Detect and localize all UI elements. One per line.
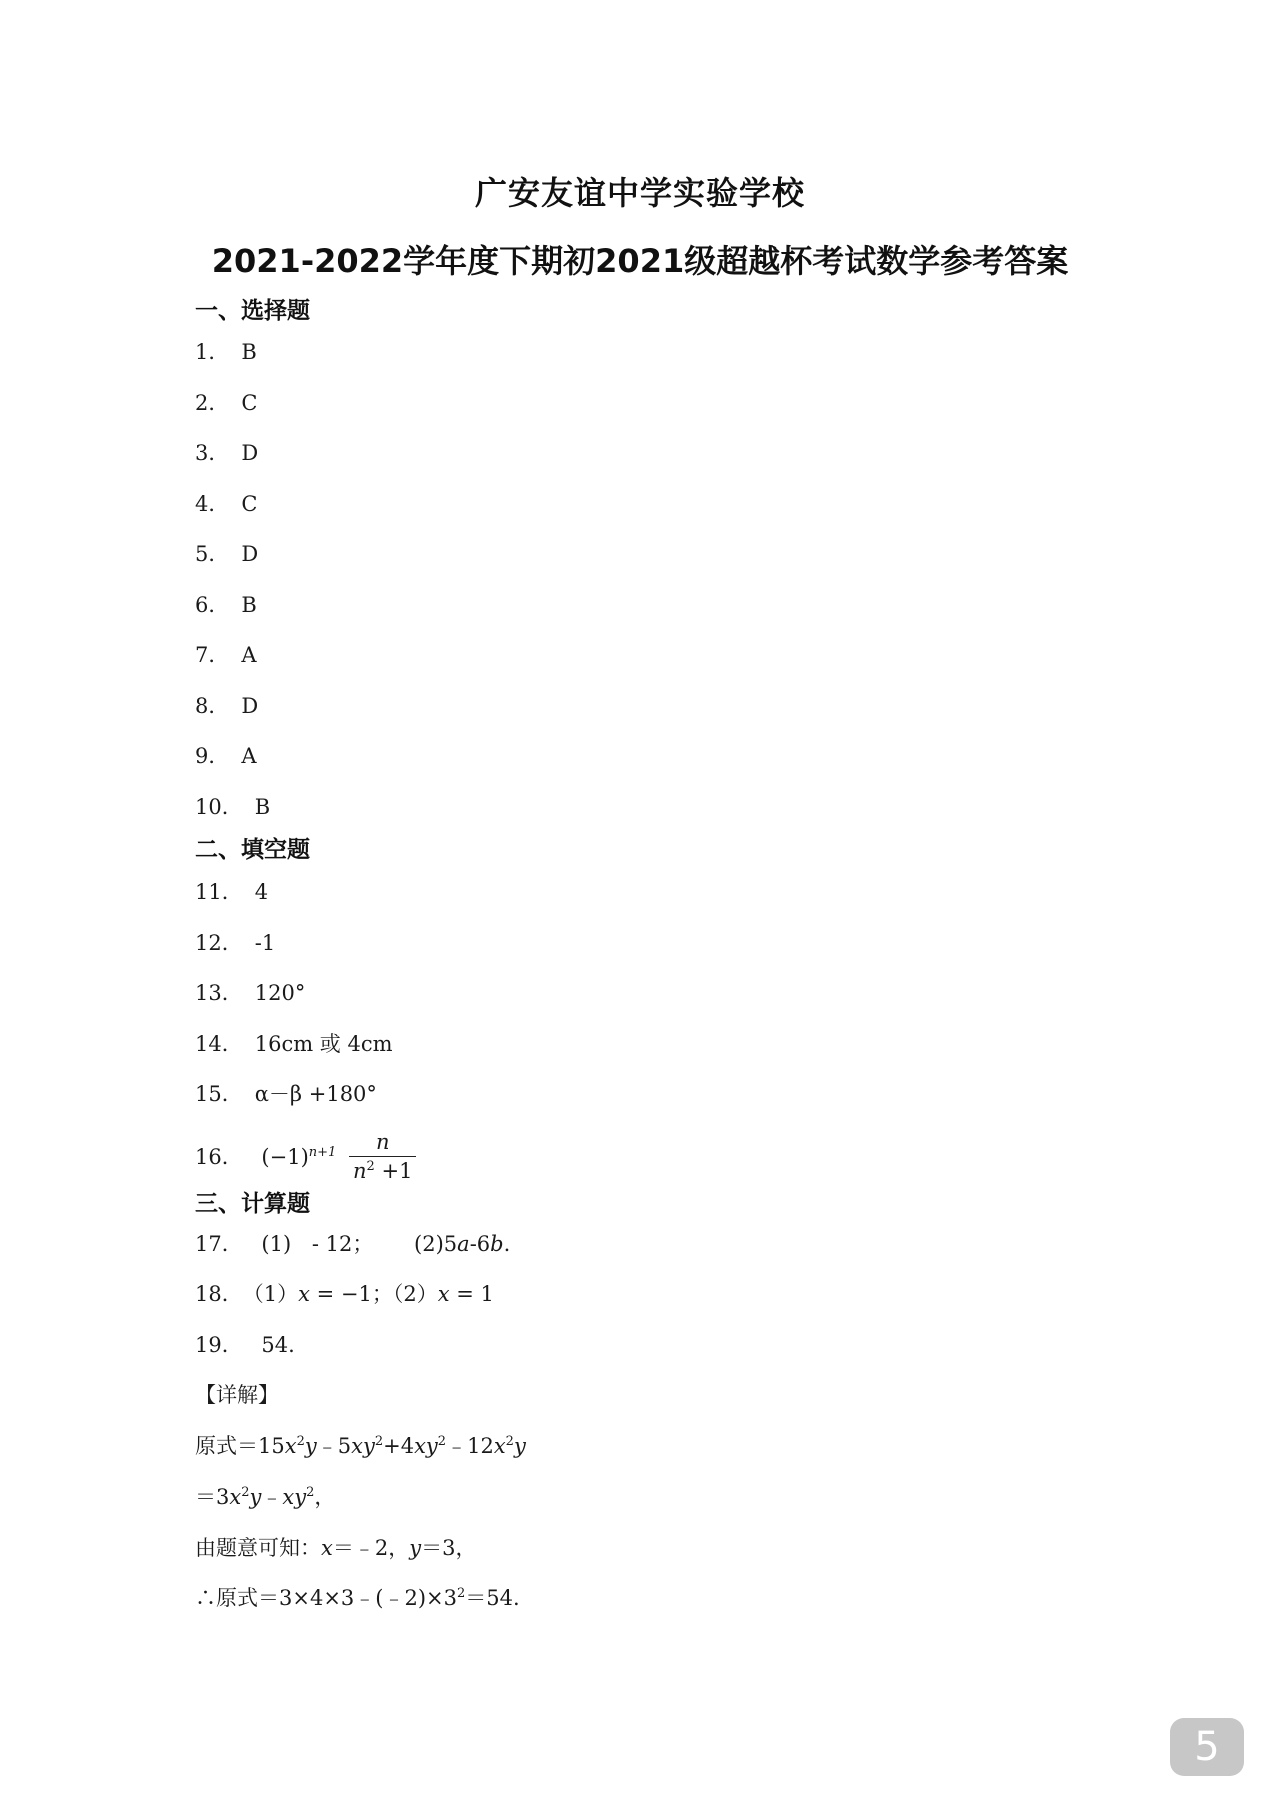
answer-line — [195, 1078, 377, 1108]
question-number: 6． — [195, 592, 230, 617]
answer-value: D — [241, 441, 259, 465]
answer-line — [195, 977, 305, 1007]
answer-line — [195, 927, 275, 957]
fraction-numerator: n — [349, 1130, 416, 1157]
fraction-denominator: $n^2 +1$ — [353, 1159, 413, 1183]
answer-18: 18．（1）x = −1；（2）x = 1 — [195, 1278, 494, 1308]
answer-line — [195, 387, 257, 417]
section-fill-heading: 二、填空题 — [195, 837, 310, 863]
answer-value: 16cm 或 4cm — [254, 1031, 393, 1056]
answer-line — [195, 538, 258, 568]
question-number: 15． — [195, 1082, 243, 1106]
answer-value: D — [241, 542, 259, 566]
question-number: 1． — [195, 340, 230, 364]
question-number: 13． — [195, 981, 243, 1005]
question-number: 10． — [195, 794, 243, 819]
question-number: 5． — [195, 542, 230, 566]
answer-19 — [195, 1329, 295, 1359]
answer-base: (−1) — [261, 1145, 309, 1169]
answer-value: B — [241, 340, 257, 364]
answer-value: A — [241, 744, 257, 768]
part-label: （2） — [392, 1282, 438, 1306]
detail-final: ∴原式$=3\times 4\times 3﹣(﹣2)\times 3^2=54$. — [195, 1586, 520, 1610]
answer-line — [195, 1028, 393, 1058]
section-choice-heading: 一、选择题 — [195, 298, 310, 324]
question-number: 7． — [195, 643, 230, 667]
answer-line — [195, 437, 258, 467]
question-number: 12． — [195, 930, 243, 955]
answer-value: -1 — [254, 930, 276, 955]
school-name: 广安友谊中学实验学校 — [474, 174, 805, 212]
answer-value: B — [241, 592, 257, 617]
answer-line — [195, 740, 257, 770]
answer-line — [195, 589, 257, 619]
detail-step-1: 原式$=15x^2y﹣5xy^2+4xy^2﹣12x^2y$ — [195, 1434, 526, 1458]
answer-16 — [195, 1132, 416, 1185]
question-number: 9． — [195, 744, 230, 768]
answer-line — [195, 791, 270, 821]
question-number: 16． — [195, 1145, 243, 1169]
answer-value: D — [241, 693, 259, 718]
answer-value: B — [254, 794, 271, 819]
answer-value: α－β +180° — [254, 1082, 377, 1106]
question-number: 17． — [195, 1232, 243, 1256]
answer-value: C — [241, 491, 258, 516]
question-number: 14． — [195, 1031, 243, 1056]
page-number-badge: 5 — [1170, 1718, 1244, 1776]
answer-17: 17． (1) - 12； (2)5a-6b. — [195, 1228, 510, 1258]
question-number: 19． — [195, 1333, 243, 1357]
answer-value: 54. — [261, 1333, 295, 1357]
question-number: 8． — [195, 693, 230, 718]
question-number: 18． — [195, 1282, 243, 1306]
question-number: 11． — [195, 880, 243, 904]
answer-line — [195, 639, 257, 669]
part-1-value: - 12； — [311, 1232, 374, 1256]
detail-heading: 【详解】 — [195, 1383, 279, 1407]
part-label: （1） — [242, 1282, 299, 1306]
answer-line — [195, 876, 268, 906]
answer-line — [195, 488, 257, 518]
answer-fraction — [349, 1130, 416, 1183]
question-number: 2． — [195, 390, 230, 415]
part-label: (1) — [261, 1232, 292, 1256]
answer-value: 4 — [254, 880, 269, 904]
answer-value: 120° — [254, 981, 306, 1005]
answer-value: C — [241, 390, 258, 415]
answer-line — [195, 690, 258, 720]
detail-condition: 由题意可知：x＝﹣2，y＝3， — [195, 1536, 477, 1560]
answer-exponent: n+1 — [308, 1145, 337, 1160]
section-calc-heading: 三、计算题 — [195, 1191, 310, 1217]
exam-title: 2021-2022学年度下期初2021级超越杯考试数学参考答案 — [211, 242, 1069, 280]
detail-step-2: $=3x^2y﹣xy^2$， — [195, 1485, 336, 1509]
question-number: 4． — [195, 491, 230, 516]
part-label: (2) — [414, 1232, 444, 1256]
answer-line — [195, 336, 257, 366]
answer-value: A — [241, 643, 257, 667]
question-number: 3． — [195, 441, 230, 465]
